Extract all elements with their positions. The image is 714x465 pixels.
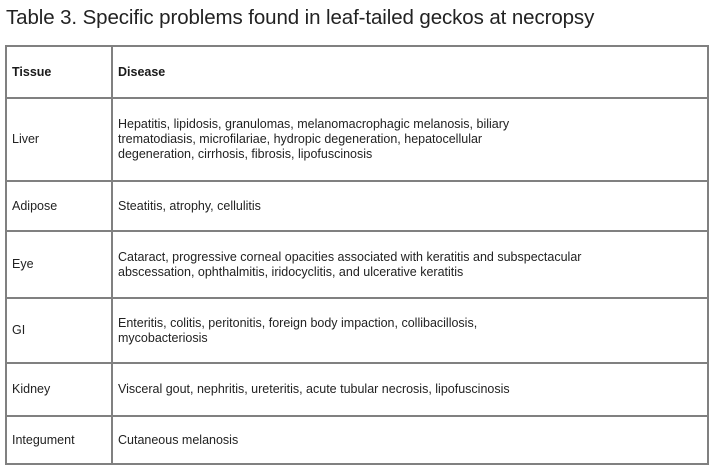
column-header-disease: Disease: [112, 46, 708, 98]
tissue-cell: Adipose: [6, 181, 112, 231]
tissue-cell: Liver: [6, 98, 112, 181]
table-row: [6, 231, 708, 298]
disease-cell: [112, 231, 708, 298]
disease-text: Hepatitis, lipidosis, granulomas, melanomacrophagic melanosis, biliary trematodiasis, microfilariae, hydropic degeneration, hepatocellular degeneration, cirrhosis, fibrosis, lipofuscinosis: [118, 117, 510, 161]
table-row: [6, 98, 708, 181]
disease-text: Cataract, progressive corneal opacities associated with keratitis and subspectacular abscessation, ophthalmitis, iridocyclitis, and ulcerative keratitis: [118, 249, 582, 279]
tissue-cell: Integument: [6, 416, 112, 464]
table-header-row: [6, 46, 708, 98]
disease-cell: Cutaneous melanosis: [112, 416, 708, 464]
column-header-tissue: Tissue: [6, 46, 112, 98]
table-row: [6, 363, 708, 416]
disease-cell: [112, 298, 708, 363]
disease-cell: Steatitis, atrophy, cellulitis: [112, 181, 708, 231]
disease-cell: Visceral gout, nephritis, ureteritis, acute tubular necrosis, lipofuscinosis: [112, 363, 708, 416]
disease-text: Enteritis, colitis, peritonitis, foreign body impaction, collibacillosis, mycobacteriosis: [118, 315, 478, 345]
disease-cell: [112, 98, 708, 181]
table-row: [6, 181, 708, 231]
table-row: [6, 298, 708, 363]
tissue-cell: GI: [6, 298, 112, 363]
table-caption: Table 3. Specific problems found in leaf-tailed geckos at necropsy: [6, 6, 595, 29]
table-row: [6, 416, 708, 464]
disease-table: [5, 45, 709, 465]
tissue-cell: Kidney: [6, 363, 112, 416]
tissue-cell: Eye: [6, 231, 112, 298]
